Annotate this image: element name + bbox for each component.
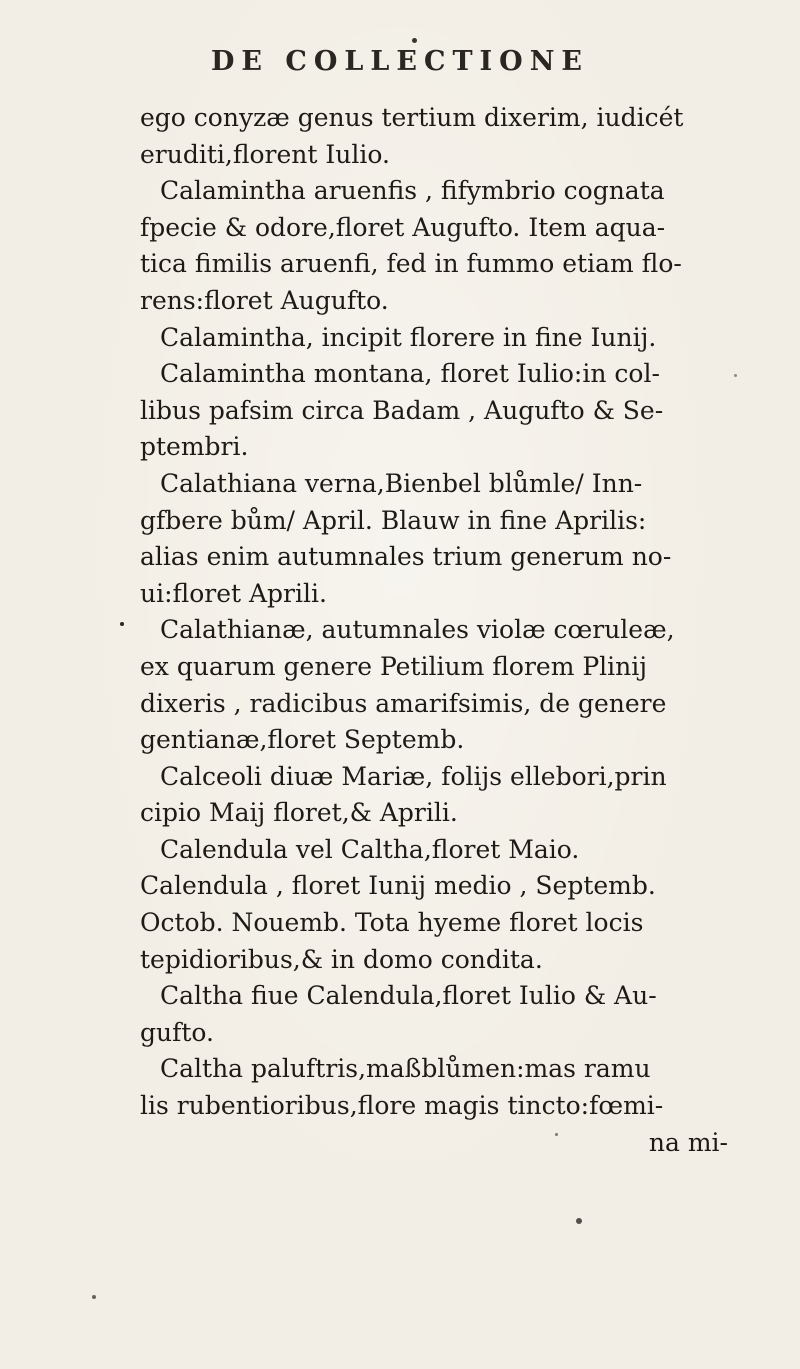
entry-calendula: Calendula , floret Iunij medio , Septemb.	[140, 871, 656, 901]
text-line: Octob. Nouemb. Tota hyeme floret locis	[140, 908, 644, 938]
ink-speck	[92, 1295, 96, 1299]
entry-calceoli: Calceoli diuæ Mariæ, folijs ellebori,prin	[160, 761, 667, 791]
running-head: DE COLLECTIONE	[211, 46, 589, 77]
entry-calamintha-aruensis: Calamintha aruenfis , fifymbrio cognata	[160, 176, 665, 206]
text-line: tica fimilis aruenfi, fed in fummo etiam flo-	[140, 249, 682, 279]
text-line: cipio Maij floret,& Aprili.	[140, 798, 458, 828]
ink-speck	[555, 1133, 558, 1136]
text-line: gufto.	[140, 1017, 214, 1047]
text-line: gentianæ,floret Septemb.	[140, 725, 465, 755]
text-line: ptembri.	[140, 432, 249, 462]
text-line: ex quarum genere Petilium florem Plinij	[140, 651, 648, 681]
ink-speck	[734, 374, 737, 377]
text-line: dixeris , radicibus amarifsimis, de genere	[140, 688, 667, 718]
body-text	[140, 100, 780, 1161]
text-line: ui:floret Aprili.	[140, 578, 327, 608]
text-line: rens:floret Augufto.	[140, 285, 389, 315]
ink-speck	[120, 622, 124, 626]
entry-calathiana-verna: Calathiana verna,Bienbel blůmle/ Inn-	[160, 468, 643, 498]
entry-calamintha: Calamintha, incipit florere in fine Iunij.	[160, 322, 657, 352]
entry-calathianae: Calathianæ, autumnales violæ cœruleæ,	[160, 615, 675, 645]
entry-caltha-palustris: Caltha paluftris,maßblůmen:mas ramu	[160, 1054, 651, 1084]
catchword: na mi-	[648, 1127, 728, 1157]
text-line: ego conyzæ genus tertium dixerim, iudicét	[140, 103, 684, 132]
entry-calamintha-montana: Calamintha montana, floret Iulio:in col-	[160, 359, 660, 389]
text-line: libus pafsim circa Badam , Augufto & Se-	[140, 395, 664, 425]
text-line: fpecie & odore,floret Augufto. Item aqua-	[140, 212, 666, 242]
entry-calendula-vel-caltha: Calendula vel Caltha,floret Maio.	[160, 834, 580, 864]
text-line: lis rubentioribus,flore magis tincto:fœmi-	[140, 1091, 664, 1121]
ink-speck	[576, 1218, 582, 1224]
text-line: tepidioribus,& in domo condita.	[140, 944, 543, 974]
text-line: alias enim autumnales trium generum no-	[140, 542, 672, 572]
text-line: eruditi,florent Iulio.	[140, 139, 390, 169]
running-head-dot	[412, 38, 417, 43]
text-line: gfbere bům/ April. Blauw in fine Aprilis:	[140, 505, 647, 535]
entry-caltha-siue-calendula: Caltha fiue Calendula,floret Iulio & Au-	[160, 981, 657, 1011]
